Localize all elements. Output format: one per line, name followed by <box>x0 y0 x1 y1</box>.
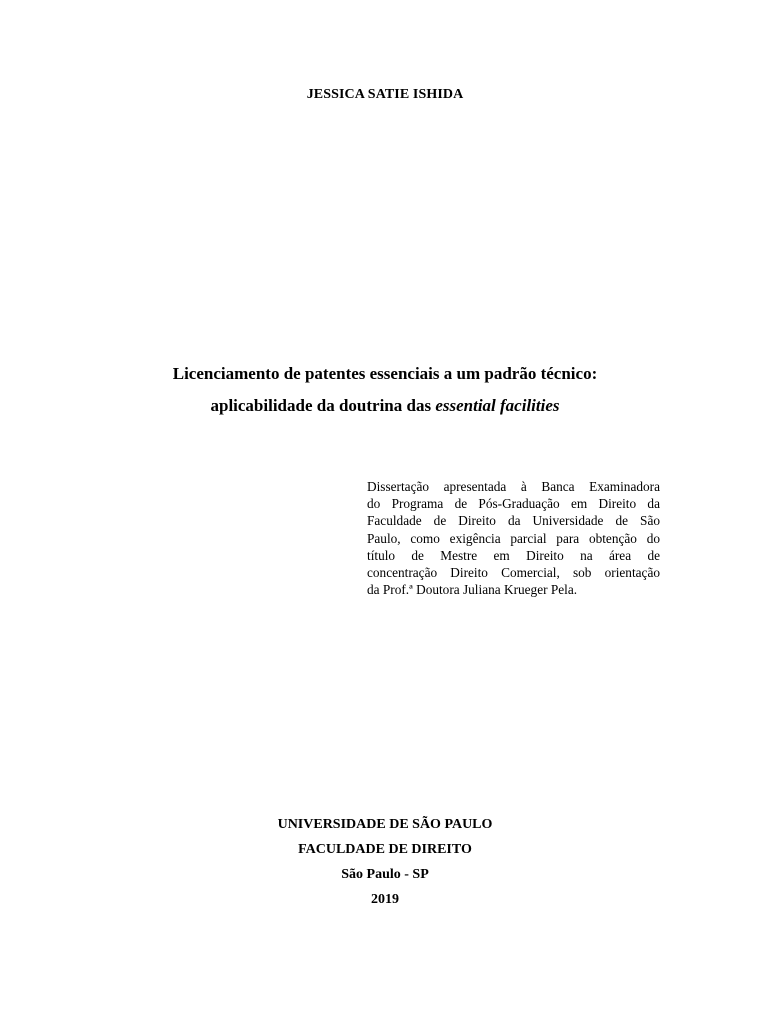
city-name: São Paulo - SP <box>341 867 429 882</box>
dissertation-note <box>367 478 660 598</box>
note-line: do Programa de Pós-Graduação em Direito da <box>367 496 660 512</box>
institution-footer <box>0 815 770 915</box>
faculty-name: FACULDADE DE DIREITO <box>298 842 472 857</box>
dissertation-title <box>0 362 770 418</box>
year: 2019 <box>371 892 399 907</box>
note-line: título de Mestre em Direito na área de <box>367 547 660 563</box>
author-name: JESSICA SATIE ISHIDA <box>306 87 464 102</box>
note-line: Dissertação apresentada à Banca Examinadora <box>367 479 660 494</box>
note-line: da Prof.ª Doutora Juliana Krueger Pela. <box>367 582 578 598</box>
title-line-2-italic: essential facilities <box>435 396 560 415</box>
note-line: concentração Direito Comercial, sob orientação <box>367 565 660 581</box>
university-name: UNIVERSIDADE DE SÃO PAULO <box>277 817 493 832</box>
note-line: Paulo, como exigência parcial para obtenção do <box>367 530 660 546</box>
title-line-2-prefix: aplicabilidade da doutrina das <box>210 396 436 415</box>
note-line: Faculdade de Direito da Universidade de São <box>367 513 660 529</box>
title-line-1: Licenciamento de patentes essenciais a um padrão técnico: <box>172 364 598 383</box>
title-line-2 <box>0 394 770 418</box>
